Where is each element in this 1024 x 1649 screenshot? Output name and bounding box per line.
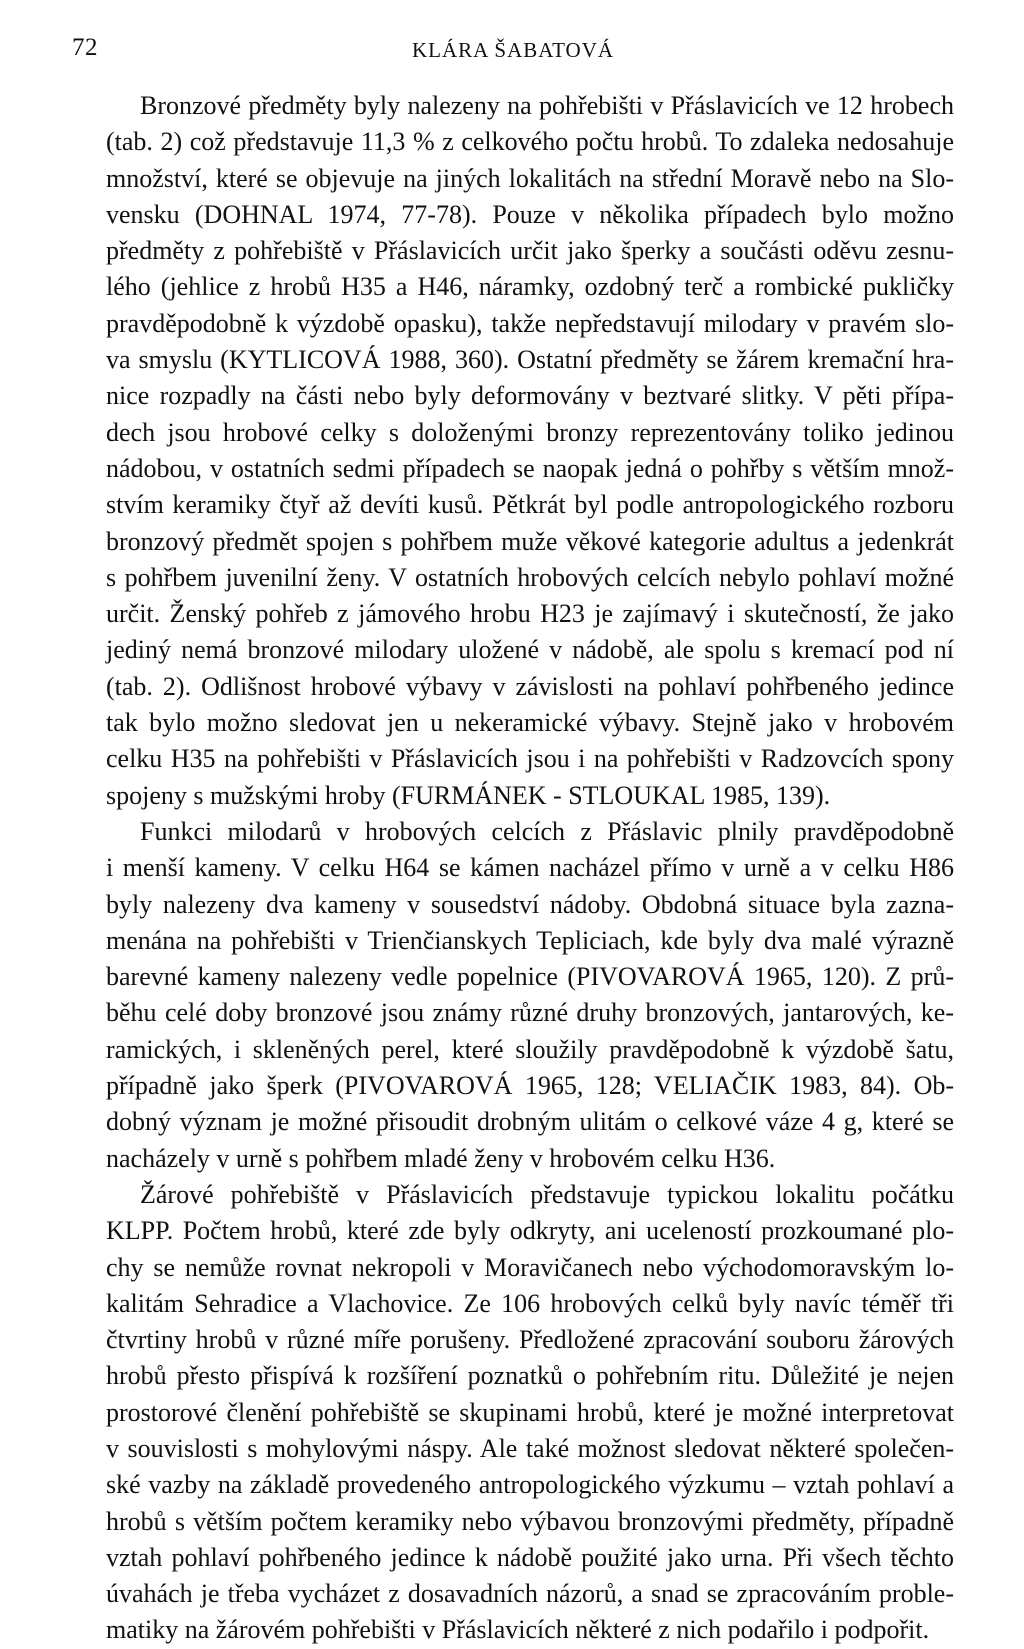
text-line: i menší kameny. V celku H64 se kámen nacházel přímo v urně a v celku H86 xyxy=(106,853,954,883)
text-line: spojeny s mužskými hroby (FURMÁNEK - STLOUKAL 1985, 139). xyxy=(106,780,831,810)
text-line: prostorové členění pohřebiště se skupinami hrobů, které je možné interpretovat xyxy=(106,1397,954,1427)
paragraph xyxy=(106,88,954,814)
text-line: dech jsou hrobové celky s doloženými bronzy reprezentovány toliko jedinou xyxy=(106,417,954,447)
text-line: bronzový předmět spojen s pohřbem muže věkové kategorie adultus a jedenkrát xyxy=(106,526,954,556)
text-line: KLPP. Počtem hrobů, které zde byly odkryty, ani uceleností prozkoumané plo- xyxy=(106,1216,954,1246)
text-line: stvím keramiky čtyř až devíti kusů. Pětkrát byl podle antropologického rozboru xyxy=(106,490,954,520)
text-line: lého (jehlice z hrobů H35 a H46, náramky, ozdobný terč a rombické pukličky xyxy=(106,272,954,302)
running-head: KLÁRA ŠABATOVÁ xyxy=(412,38,615,62)
text-line: nádobou, v ostatních sedmi případech se naopak jedná o pohřby s větším množ- xyxy=(106,453,954,483)
text-line: s pohřbem juvenilní ženy. V ostatních hrobových celcích nebylo pohlaví možné xyxy=(106,562,954,592)
text-line: Funkci milodarů v hrobových celcích z Přáslavic plnily pravděpodobně xyxy=(140,816,954,846)
text-line: čtvrtiny hrobů v různé míře porušeny. Předložené zpracování souboru žárových xyxy=(106,1325,954,1355)
text-line: (tab. 2) což představuje 11,3 % z celkového počtu hrobů. To zdaleka nedosahuje xyxy=(106,127,954,157)
text-line: (tab. 2). Odlišnost hrobové výbavy v závislosti na pohlaví pohřbeného jedince xyxy=(106,671,954,701)
text-line: Žárové pohřebiště v Přáslavicích představuje typickou lokalitu počátku xyxy=(140,1179,954,1209)
paragraph xyxy=(106,1177,954,1649)
text-line: kalitám Sehradice a Vlachovice. Ze 106 hrobových celků byly navíc téměř tři xyxy=(106,1288,954,1318)
text-line: určit. Ženský pohřeb z jámového hrobu H23 je zajímavý i skutečností, že jako xyxy=(106,599,954,629)
text-line: jediný nemá bronzové milodary uložené v nádobě, ale spolu s kremací pod ní xyxy=(106,635,954,665)
text-line: běhu celé doby bronzové jsou známy různé druhy bronzových, jantarových, ke- xyxy=(106,998,954,1028)
text-line: množství, které se objevuje na jiných lokalitách na střední Moravě nebo na Slo- xyxy=(106,163,954,193)
text-line: nacházely v urně s pohřbem mladé ženy v hrobovém celku H36. xyxy=(106,1143,776,1173)
text-line: předměty z pohřebiště v Přáslavicích určit jako šperky a součásti oděvu zesnu- xyxy=(106,236,954,266)
text-line: hrobů s větším počtem keramiky nebo výbavou bronzovými předměty, případně xyxy=(106,1506,954,1536)
text-line: ramických, i skleněných perel, které sloužily pravděpodobně k výzdobě šatu, xyxy=(106,1034,954,1064)
text-line: případně jako šperk (PIVOVAROVÁ 1965, 128; VELIAČIK 1983, 84). Ob- xyxy=(106,1071,954,1101)
text-line: nice rozpadly na části nebo byly deformovány v beztvaré slitky. V pěti přípa- xyxy=(106,381,954,411)
text-line: v souvislosti s mohylovými náspy. Ale také možnost sledovat některé společen- xyxy=(106,1433,954,1463)
text-line: chy se nemůže rovnat nekropoli v Moravičanech nebo východomoravským lo- xyxy=(106,1252,954,1282)
text-line: Bronzové předměty byly nalezeny na pohřebišti v Přáslavicích ve 12 hrobech xyxy=(140,91,954,120)
page-number: 72 xyxy=(72,34,98,61)
text-line: ské vazby na základě provedeného antropologického výzkumu – vztah pohlaví a xyxy=(106,1470,954,1500)
text-line: barevné kameny nalezeny vedle popelnice (PIVOVAROVÁ 1965, 120). Z prů- xyxy=(106,962,954,992)
body-text xyxy=(106,88,954,1649)
text-line: pravděpodobně k výzdobě opasku), takže nepředstavují milodary v pravém slo- xyxy=(106,308,954,338)
text-line: va smyslu (KYTLICOVÁ 1988, 360). Ostatní předměty se žárem kremační hra- xyxy=(106,345,954,375)
text-line: byly nalezeny dva kameny v sousedství nádoby. Obdobná situace byla zazna- xyxy=(106,889,954,919)
text-line: tak bylo možno sledovat jen u nekeramické výbavy. Stejně jako v hrobovém xyxy=(106,708,954,738)
page-header xyxy=(72,34,952,70)
text-line: úvahách je třeba vycházet z dosavadních názorů, a snad se zpracováním proble- xyxy=(106,1579,954,1609)
text-line: dobný význam je možné přisoudit drobným ulitám o celkové váze 4 g, které se xyxy=(106,1107,954,1137)
text-line: menána na pohřebišti v Trienčianskych Tepliciach, kde byly dva malé výrazně xyxy=(106,925,954,955)
text-line: celku H35 na pohřebišti v Přáslavicích jsou i na pohřebišti v Radzovcích spony xyxy=(106,744,954,774)
text-line: vztah pohlaví pohřbeného jedince k nádobě použité jako urna. Při všech těchto xyxy=(106,1542,954,1572)
text-line: hrobů přesto přispívá k rozšíření poznatků o pohřebním ritu. Důležité je nejen xyxy=(106,1361,954,1391)
paragraph xyxy=(106,814,954,1177)
text-line: matiky na žárovém pohřebišti v Přáslavicích některé z nich podařilo i podpořit. xyxy=(106,1615,930,1645)
text-line: vensku (DOHNAL 1974, 77-78). Pouze v několika případech bylo možno xyxy=(106,199,954,229)
